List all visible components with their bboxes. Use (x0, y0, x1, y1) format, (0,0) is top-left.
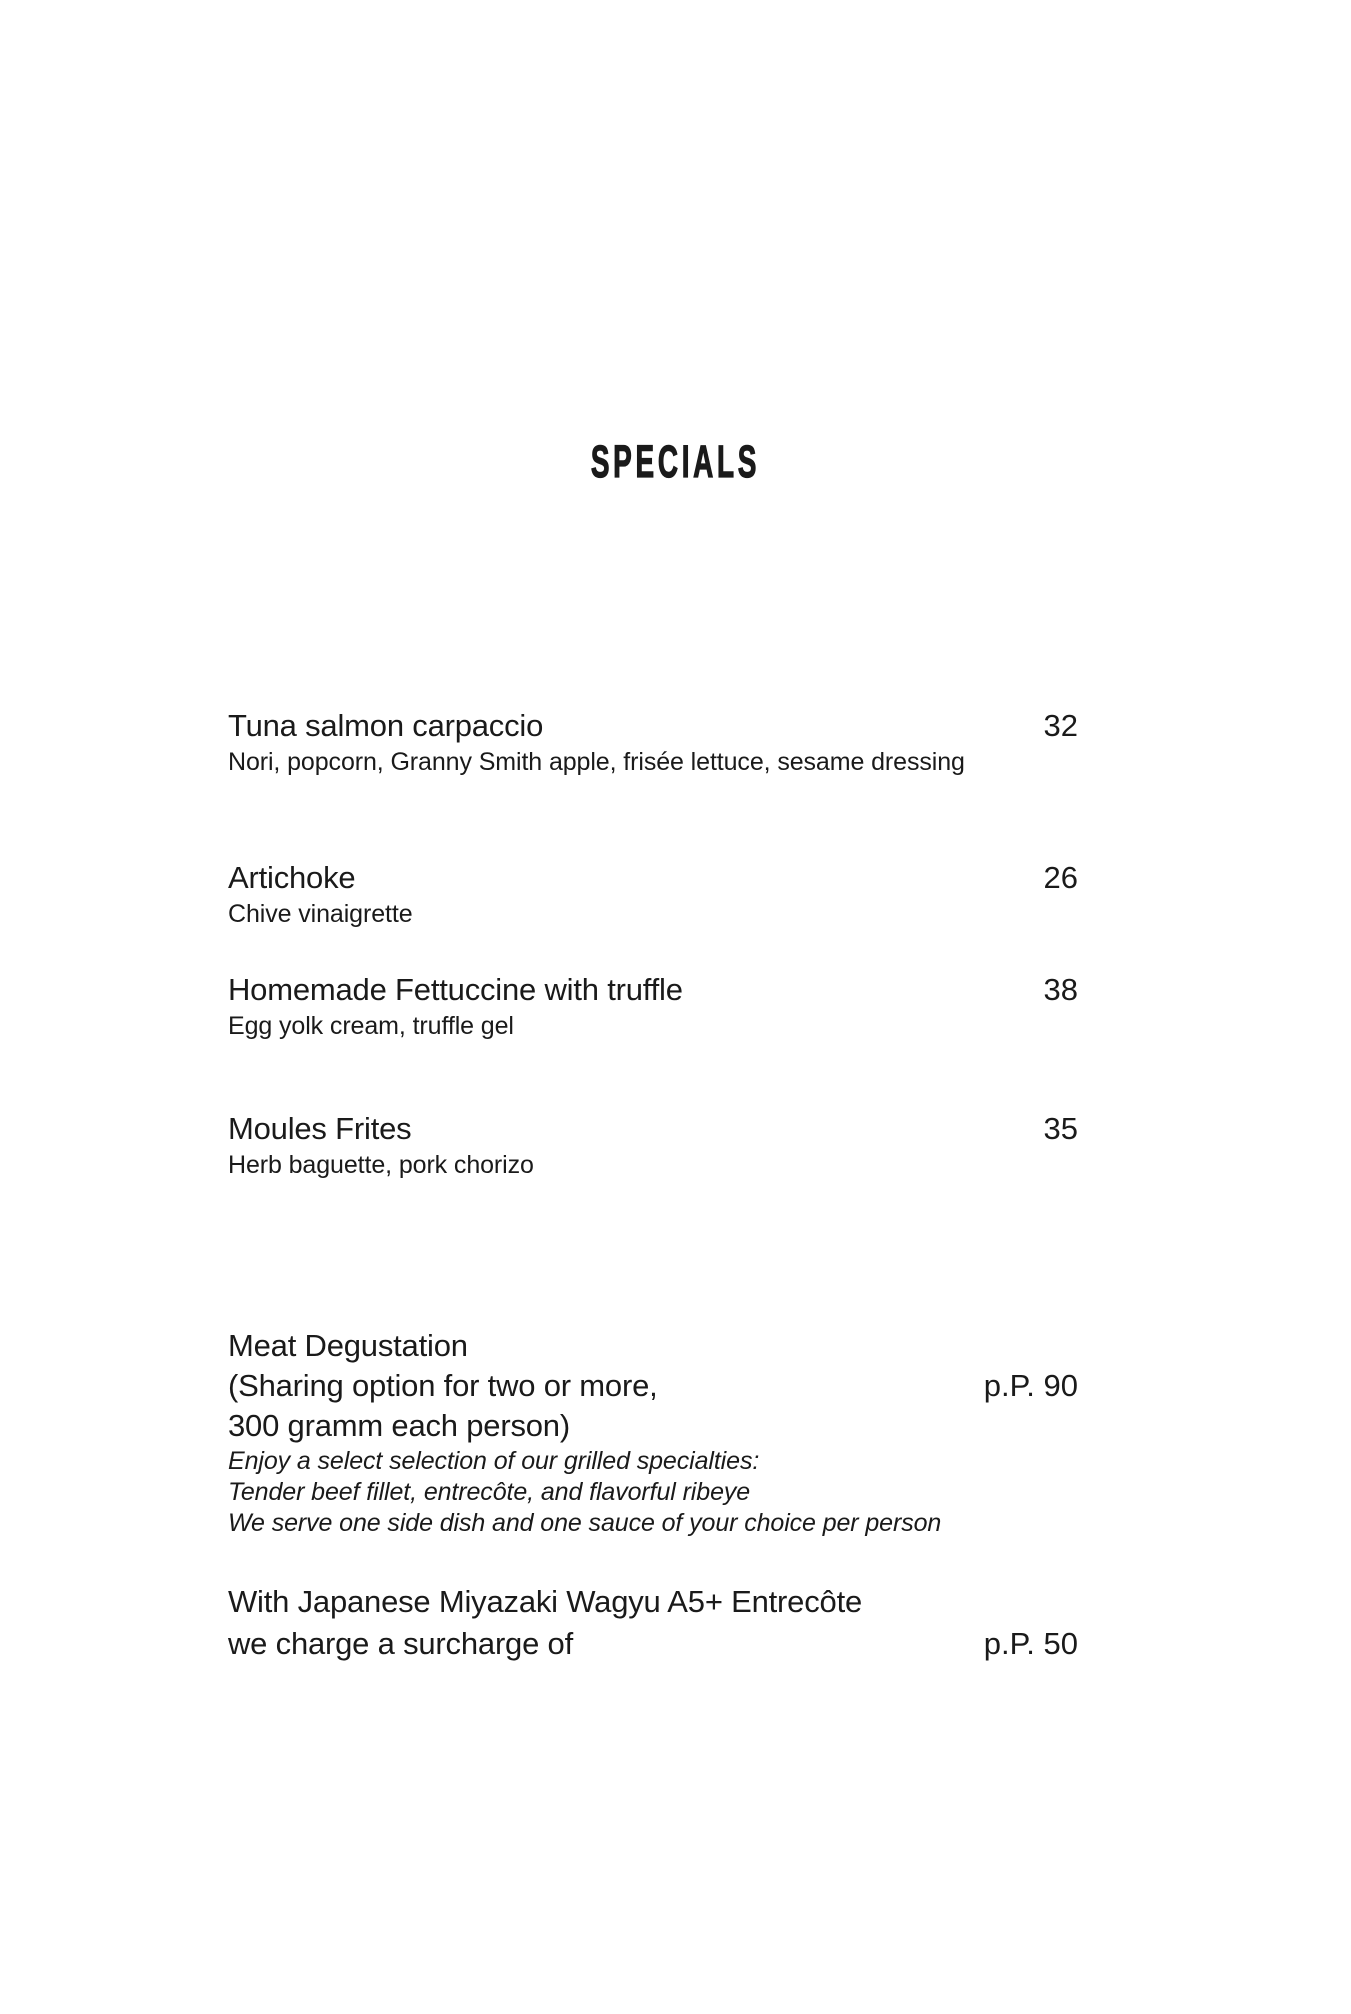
item-head (228, 1109, 1078, 1149)
item-price: p.P. 50 (983, 1626, 1078, 1661)
item-price: p.P. 90 (983, 1368, 1078, 1403)
menu-item-tuna-carpaccio (228, 706, 1078, 778)
item-price: 32 (1043, 708, 1078, 743)
item-name-line: (Sharing option for two or more, (228, 1368, 658, 1403)
item-price: 26 (1043, 860, 1078, 895)
item-note: Tender beef fillet, entrecôte, and flavorful ribeye (228, 1478, 751, 1506)
item-note: We serve one side dish and one sauce of your choice per person (228, 1509, 942, 1537)
menu-item-fettuccine (228, 970, 1078, 1042)
item-name: Homemade Fettuccine with truffle (228, 972, 683, 1007)
item-description: Chive vinaigrette (228, 900, 413, 928)
item-head (228, 970, 1078, 1010)
item-name: Moules Frites (228, 1111, 412, 1146)
menu-item-moules-frites (228, 1109, 1078, 1181)
item-note: Enjoy a select selection of our grilled specialties: (228, 1447, 760, 1475)
menu-item-artichoke (228, 858, 1078, 930)
item-name: Artichoke (228, 860, 356, 895)
item-name: Tuna salmon carpaccio (228, 708, 544, 743)
item-notes (228, 1446, 1078, 1539)
item-name-line: Meat Degustation (228, 1328, 468, 1363)
item-price: 35 (1043, 1111, 1078, 1146)
menu-item-wagyu-surcharge (228, 1581, 1078, 1665)
page-title: SPECIALS (590, 436, 761, 487)
item-description: Nori, popcorn, Granny Smith apple, frisée lettuce, sesame dressing (228, 748, 965, 776)
item-head (228, 706, 1078, 746)
item-price: 38 (1043, 972, 1078, 1007)
item-head (228, 858, 1078, 898)
item-description: Herb baguette, pork chorizo (228, 1151, 534, 1179)
item-description: Egg yolk cream, truffle gel (228, 1012, 514, 1040)
menu-item-meat-degustation (228, 1326, 1078, 1539)
item-name-line: 300 gramm each person) (228, 1408, 570, 1443)
item-name-line: With Japanese Miyazaki Wagyu A5+ Entrecôte (228, 1584, 863, 1619)
item-name-line: we charge a surcharge of (228, 1626, 574, 1661)
